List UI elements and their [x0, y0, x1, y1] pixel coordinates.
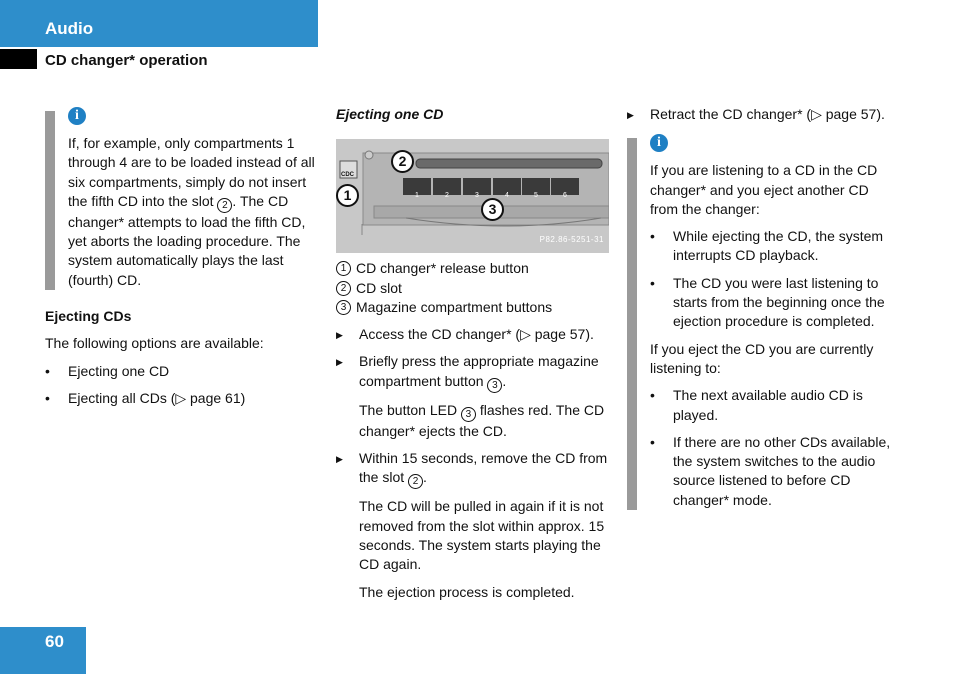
callout-ref-2: 2: [408, 474, 423, 489]
options-list: [45, 362, 317, 409]
legend-item: [336, 279, 610, 298]
legend-number: 2: [336, 281, 351, 296]
callout-ref-2: 2: [217, 198, 232, 213]
compartment-button-2: 2: [445, 192, 449, 200]
steps-list: [336, 325, 610, 393]
figure-legend: [336, 259, 610, 317]
compartment-button-3: 3: [475, 192, 479, 200]
callout-1: 1: [336, 184, 359, 207]
cd-changer-figure: [336, 139, 609, 253]
note-text: If you eject the CD you are currently listening to:: [650, 340, 874, 376]
step-item: ▶ Retract the CD changer* (▷ page 57).: [627, 105, 899, 124]
legend-number: 1: [336, 261, 351, 276]
step-item: ▶ Access the CD changer* (▷ page 57).: [336, 325, 610, 344]
column-right: [627, 105, 899, 510]
info-icon: i: [650, 134, 668, 152]
figure-code: P82.86-5251-31: [539, 235, 604, 244]
step-result: The ejection process is completed.: [359, 583, 575, 600]
info-note: [627, 132, 899, 510]
callout-ref-3: 3: [487, 378, 502, 393]
legend-item: [336, 298, 610, 317]
note-list: [650, 386, 899, 510]
page-number-box: [0, 627, 86, 674]
section-heading: Ejecting CDs: [45, 308, 132, 325]
step-result: The CD will be pulled in again if it is not removed from the slot within approx. 15 seconds. The system starts playing the CD again.: [359, 498, 605, 573]
callout-ref-3: 3: [461, 407, 476, 422]
legend-text: CD changer* release button: [356, 260, 529, 277]
intro-text: The following options are available:: [45, 335, 264, 352]
compartment-button-4: 4: [505, 192, 509, 200]
legend-number: 3: [336, 300, 351, 315]
list-item: • While ejecting the CD, the system interrupts CD playback.: [650, 227, 899, 266]
note-sidebar: [45, 111, 55, 290]
legend-text: Magazine compartment buttons: [356, 298, 553, 315]
step-item: ▶ Briefly press the appropriate magazine compartment button 3 .: [336, 352, 610, 392]
page-number: 60: [45, 632, 64, 651]
callout-3: 3: [481, 198, 504, 221]
list-item: • Ejecting one CD: [45, 362, 317, 381]
column-middle: [336, 105, 610, 610]
compartment-button-row: [403, 178, 579, 195]
note-list: [650, 227, 899, 331]
legend-item: [336, 259, 610, 278]
compartment-button-1: 1: [415, 192, 419, 200]
info-icon: i: [68, 107, 86, 125]
steps-list: [627, 105, 899, 124]
callout-2: 2: [391, 150, 414, 173]
list-item: • The next available audio CD is played.: [650, 386, 899, 425]
subsection-title: CD changer* operation: [45, 52, 208, 69]
legend-text: CD slot: [356, 279, 402, 296]
list-item: • The CD you were last listening to starts from the beginning once the ejection procedure is completed.: [650, 274, 899, 332]
note-text: If you are listening to a CD in the CD changer* and you eject another CD from the changer:: [650, 162, 878, 217]
step-result: The button LED 3 flashes red. The CD changer* ejects the CD.: [359, 401, 605, 439]
subsection-marker: [0, 49, 37, 69]
list-item: • If there are no other CDs available, the system switches to the audio source listened to before CD changer* mode.: [650, 433, 899, 510]
note-sidebar: [627, 138, 637, 510]
info-note: [45, 105, 317, 290]
section-title: Audio: [45, 19, 94, 38]
compartment-button-5: 5: [534, 192, 538, 200]
steps-list: [336, 449, 610, 489]
column-left: [45, 105, 317, 416]
compartment-button-6: 6: [563, 192, 567, 200]
subsection-heading: Ejecting one CD: [336, 106, 444, 122]
step-item: ▶ Within 15 seconds, remove the CD from the slot 2 .: [336, 449, 610, 489]
cdc-label: CDC: [341, 172, 354, 179]
list-item: • Ejecting all CDs (▷ page 61): [45, 389, 317, 408]
note-text: If, for example, only compartments 1 through 4 are to be loaded instead of all six compartments, simply do not insert the fifth CD into the slot 2 . The CD changer* attempts to load the fifth CD, yet aborts the loading procedure. The system automatically plays the last (fourth) CD.: [68, 135, 315, 288]
